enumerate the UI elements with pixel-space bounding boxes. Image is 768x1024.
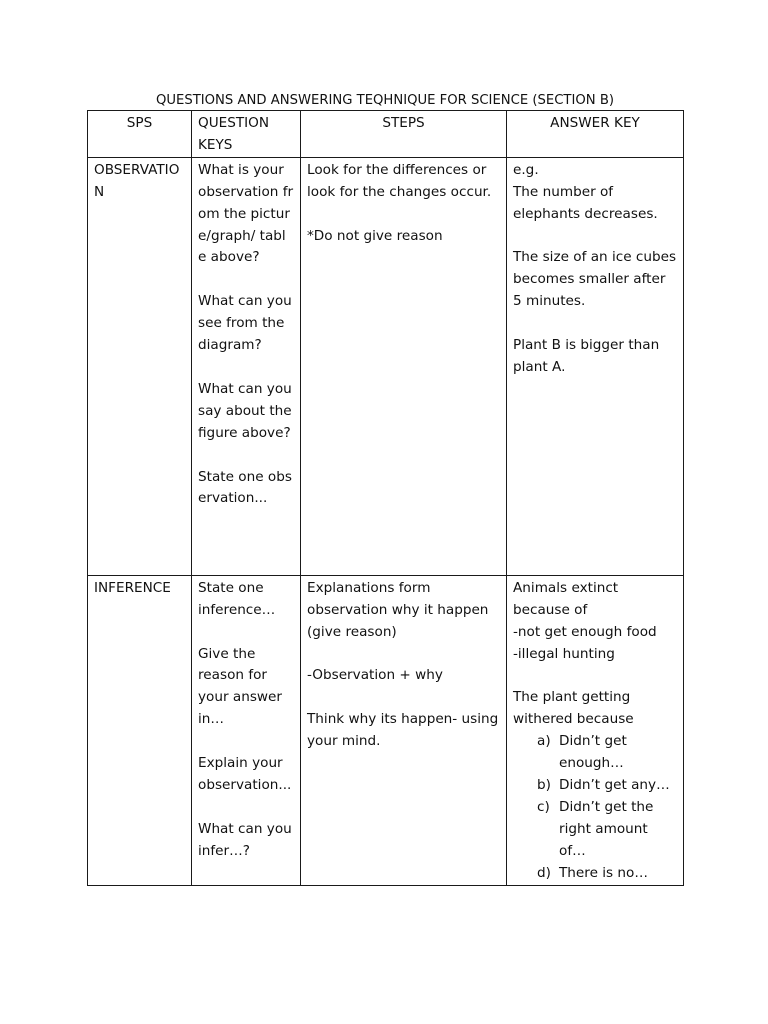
- list-marker: c): [537, 798, 550, 815]
- header-question-keys: QUESTION KEYS: [192, 111, 301, 158]
- table-header-row: [88, 111, 684, 158]
- document-title: QUESTIONS AND ANSWERING TEQHNIQUE FOR SCIENCE (SECTION B): [155, 93, 615, 108]
- list-item-text: There is no…: [559, 864, 648, 881]
- list-item: [537, 775, 677, 797]
- reason-list: [513, 731, 677, 884]
- list-marker: d): [537, 864, 551, 881]
- list-marker: b): [537, 776, 551, 793]
- header-sps: SPS: [88, 111, 192, 158]
- answer-key-text: e.g. The number of elephants decreases. The size of an ice cubes becomes smaller after 5 minutes. Plant B is bigger than plant A.: [513, 161, 677, 375]
- qa-technique-table: [87, 110, 684, 886]
- question-keys-text: What is your observation from the picture/graph/ table above? What can you see from the diagram? What can you say about the figure above? State one observation...: [198, 161, 294, 507]
- list-item: [537, 731, 677, 775]
- table-row-inference: [88, 575, 684, 885]
- cell-question-keys: [192, 575, 301, 885]
- header-steps: STEPS: [301, 111, 507, 158]
- question-keys-text: State one inference… Give the reason for your answer in… Explain your observation... What can you infer…?: [198, 579, 292, 859]
- cell-sps: [88, 157, 192, 575]
- list-item-text: Didn’t get enough…: [559, 733, 627, 772]
- header-answer-key: ANSWER KEY: [507, 111, 684, 158]
- list-item-text: Didn’t get the right amount of…: [559, 798, 654, 859]
- cell-question-keys: [192, 157, 301, 575]
- answer-key-text: Animals extinct because of -not get enough food -illegal hunting The plant getting withered because: [513, 579, 657, 728]
- sps-label: OBSERVATION: [94, 161, 180, 200]
- cell-answer-key: [507, 157, 684, 575]
- cell-answer-key: [507, 575, 684, 885]
- cell-sps: [88, 575, 192, 885]
- steps-text: Explanations form observation why it happen (give reason) -Observation + why Think why its happen- using your mind.: [307, 579, 499, 750]
- table-row-observation: [88, 157, 684, 575]
- list-item: [537, 863, 677, 885]
- cell-steps: [301, 575, 507, 885]
- cell-steps: [301, 157, 507, 575]
- list-item-text: Didn’t get any…: [559, 776, 670, 793]
- steps-text: Look for the differences or look for the changes occur. *Do not give reason: [307, 161, 492, 244]
- sps-label: INFERENCE: [94, 579, 171, 596]
- list-marker: a): [537, 733, 551, 750]
- list-item: [537, 797, 677, 863]
